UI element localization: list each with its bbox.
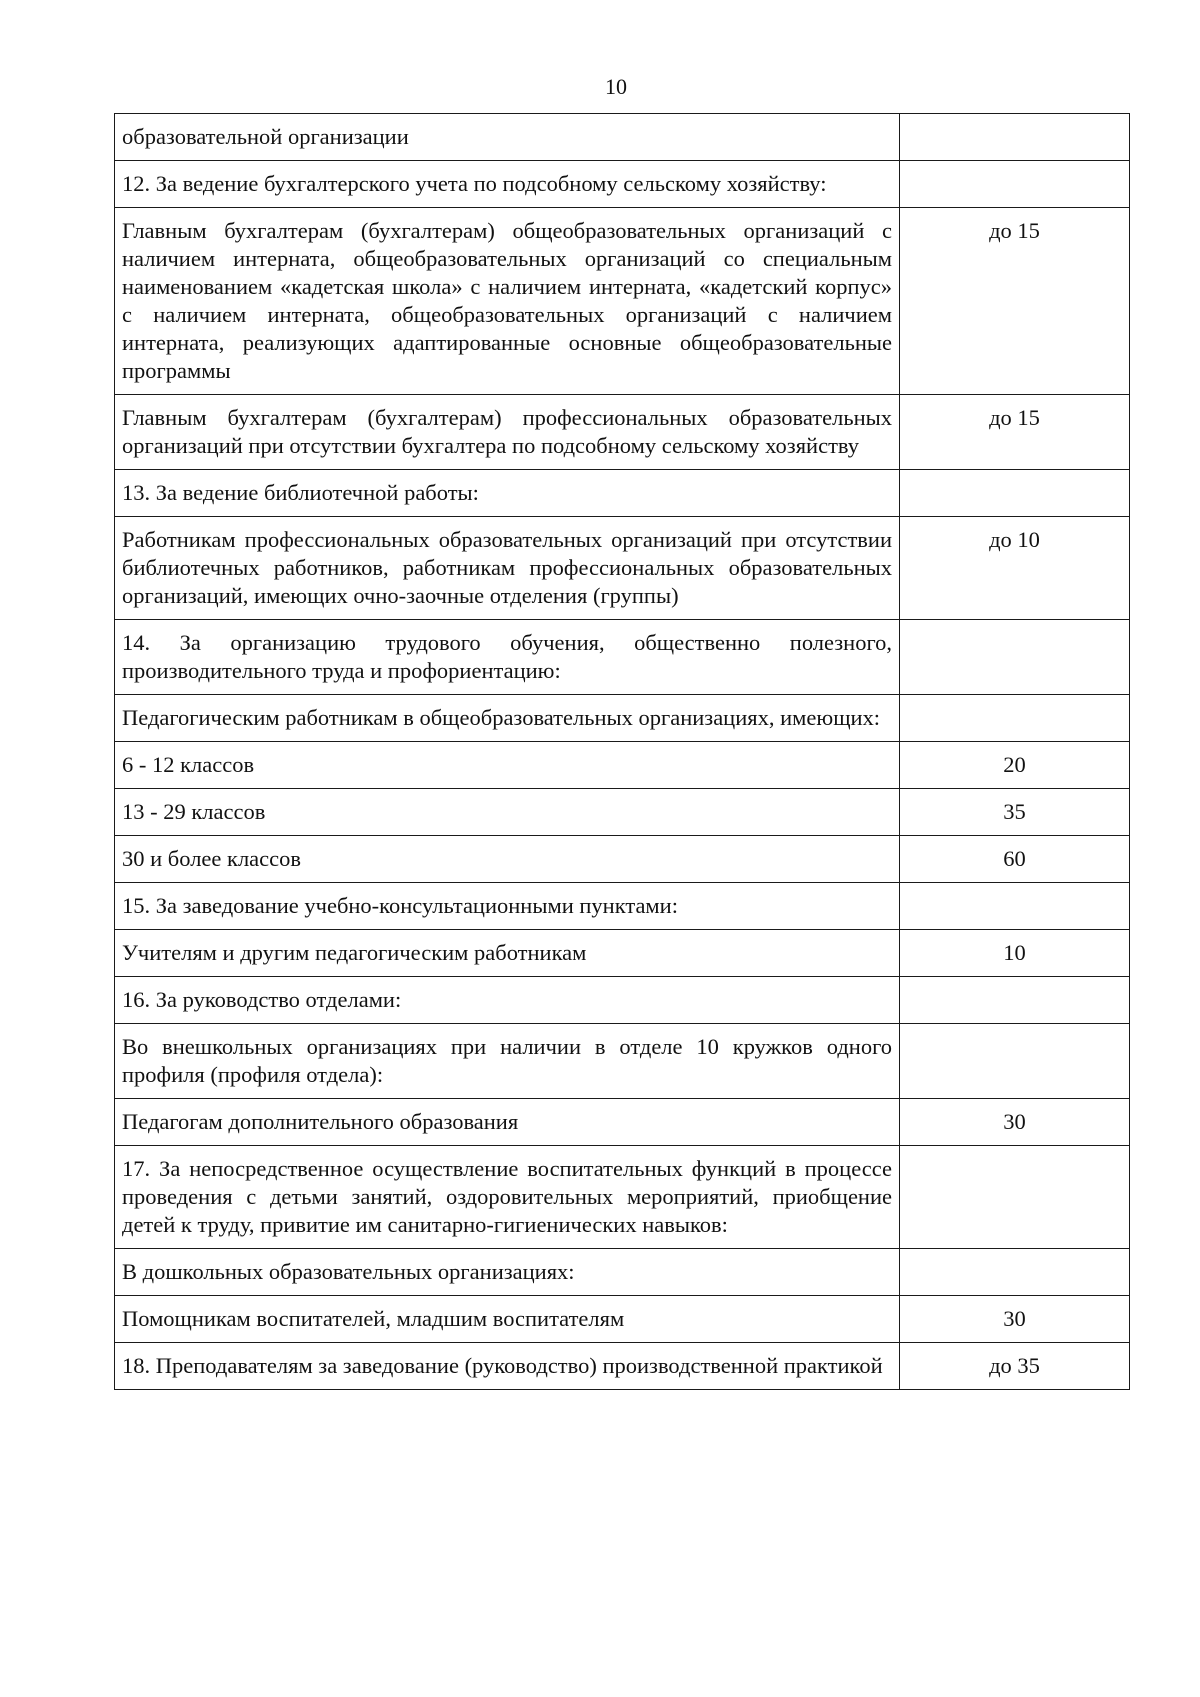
- table-row: [115, 1146, 1130, 1249]
- row-description: 14. За организацию трудового обучения, общественно полезного, производительного труда и профориентацию:: [115, 620, 900, 695]
- row-value: до 15: [900, 208, 1130, 395]
- row-description: 17. За непосредственное осуществление воспитательных функций в процессе проведения с детьми занятий, оздоровительных мероприятий, приобщение детей к труду, привитие им санитарно-гигиенических навыков:: [115, 1146, 900, 1249]
- row-description: Учителям и другим педагогическим работникам: [115, 930, 900, 977]
- row-description: 15. За заведование учебно-консультационными пунктами:: [115, 883, 900, 930]
- table-row: [115, 930, 1130, 977]
- table-row: [115, 208, 1130, 395]
- row-value: [900, 883, 1130, 930]
- row-description: Главным бухгалтерам (бухгалтерам) общеобразовательных организаций с наличием интерната, общеобразовательных организаций со специальным наименованием «кадетская школа» с наличием интерната, «кадетский корпус» с наличием интерната, общеобразовательных организаций с наличием интерната, реализующих адаптированные основные общеобразовательные программы: [115, 208, 900, 395]
- table-row: [115, 1024, 1130, 1099]
- row-value: [900, 161, 1130, 208]
- row-value: [900, 695, 1130, 742]
- row-description: Педагогическим работникам в общеобразовательных организациях, имеющих:: [115, 695, 900, 742]
- row-value: [900, 1024, 1130, 1099]
- table-row: [115, 1343, 1130, 1390]
- row-description: Помощникам воспитателей, младшим воспитателям: [115, 1296, 900, 1343]
- row-value: 20: [900, 742, 1130, 789]
- row-description: Педагогам дополнительного образования: [115, 1099, 900, 1146]
- table-row: [115, 395, 1130, 470]
- row-value: до 15: [900, 395, 1130, 470]
- table-row: [115, 883, 1130, 930]
- row-value: 60: [900, 836, 1130, 883]
- row-value: до 10: [900, 517, 1130, 620]
- row-value: 30: [900, 1099, 1130, 1146]
- row-value: 10: [900, 930, 1130, 977]
- row-description: Работникам профессиональных образовательных организаций при отсутствии библиотечных работников, работникам профессиональных образовательных организаций, имеющих очно-заочные отделения (группы): [115, 517, 900, 620]
- page-number: 10: [605, 74, 627, 99]
- table-row: [115, 114, 1130, 161]
- table-row: [115, 620, 1130, 695]
- table-row: [115, 517, 1130, 620]
- table-row: [115, 470, 1130, 517]
- row-value: [900, 1249, 1130, 1296]
- row-description: 30 и более классов: [115, 836, 900, 883]
- row-value: [900, 1146, 1130, 1249]
- table-row: [115, 789, 1130, 836]
- row-description: образовательной организации: [115, 114, 900, 161]
- row-description: В дошкольных образовательных организациях:: [115, 1249, 900, 1296]
- table-row: [115, 742, 1130, 789]
- table-row: [115, 695, 1130, 742]
- row-description: Во внешкольных организациях при наличии в отделе 10 кружков одного профиля (профиля отдела):: [115, 1024, 900, 1099]
- row-description: 12. За ведение бухгалтерского учета по подсобному сельскому хозяйству:: [115, 161, 900, 208]
- row-value: 35: [900, 789, 1130, 836]
- table-row: [115, 161, 1130, 208]
- row-description: 6 - 12 классов: [115, 742, 900, 789]
- table-row: [115, 836, 1130, 883]
- row-description: Главным бухгалтерам (бухгалтерам) профессиональных образовательных организаций при отсутствии бухгалтера по подсобному сельскому хозяйству: [115, 395, 900, 470]
- row-description: 13. За ведение библиотечной работы:: [115, 470, 900, 517]
- row-value: [900, 114, 1130, 161]
- row-value: 30: [900, 1296, 1130, 1343]
- row-description: 16. За руководство отделами:: [115, 977, 900, 1024]
- row-value: до 35: [900, 1343, 1130, 1390]
- row-value: [900, 977, 1130, 1024]
- table-row: [115, 1249, 1130, 1296]
- table-row: [115, 1099, 1130, 1146]
- row-description: 18. Преподавателям за заведование (руководство) производственной практикой: [115, 1343, 900, 1390]
- row-value: [900, 620, 1130, 695]
- allowance-table: [114, 113, 1130, 1390]
- row-description: 13 - 29 классов: [115, 789, 900, 836]
- table-row: [115, 977, 1130, 1024]
- table-row: [115, 1296, 1130, 1343]
- row-value: [900, 470, 1130, 517]
